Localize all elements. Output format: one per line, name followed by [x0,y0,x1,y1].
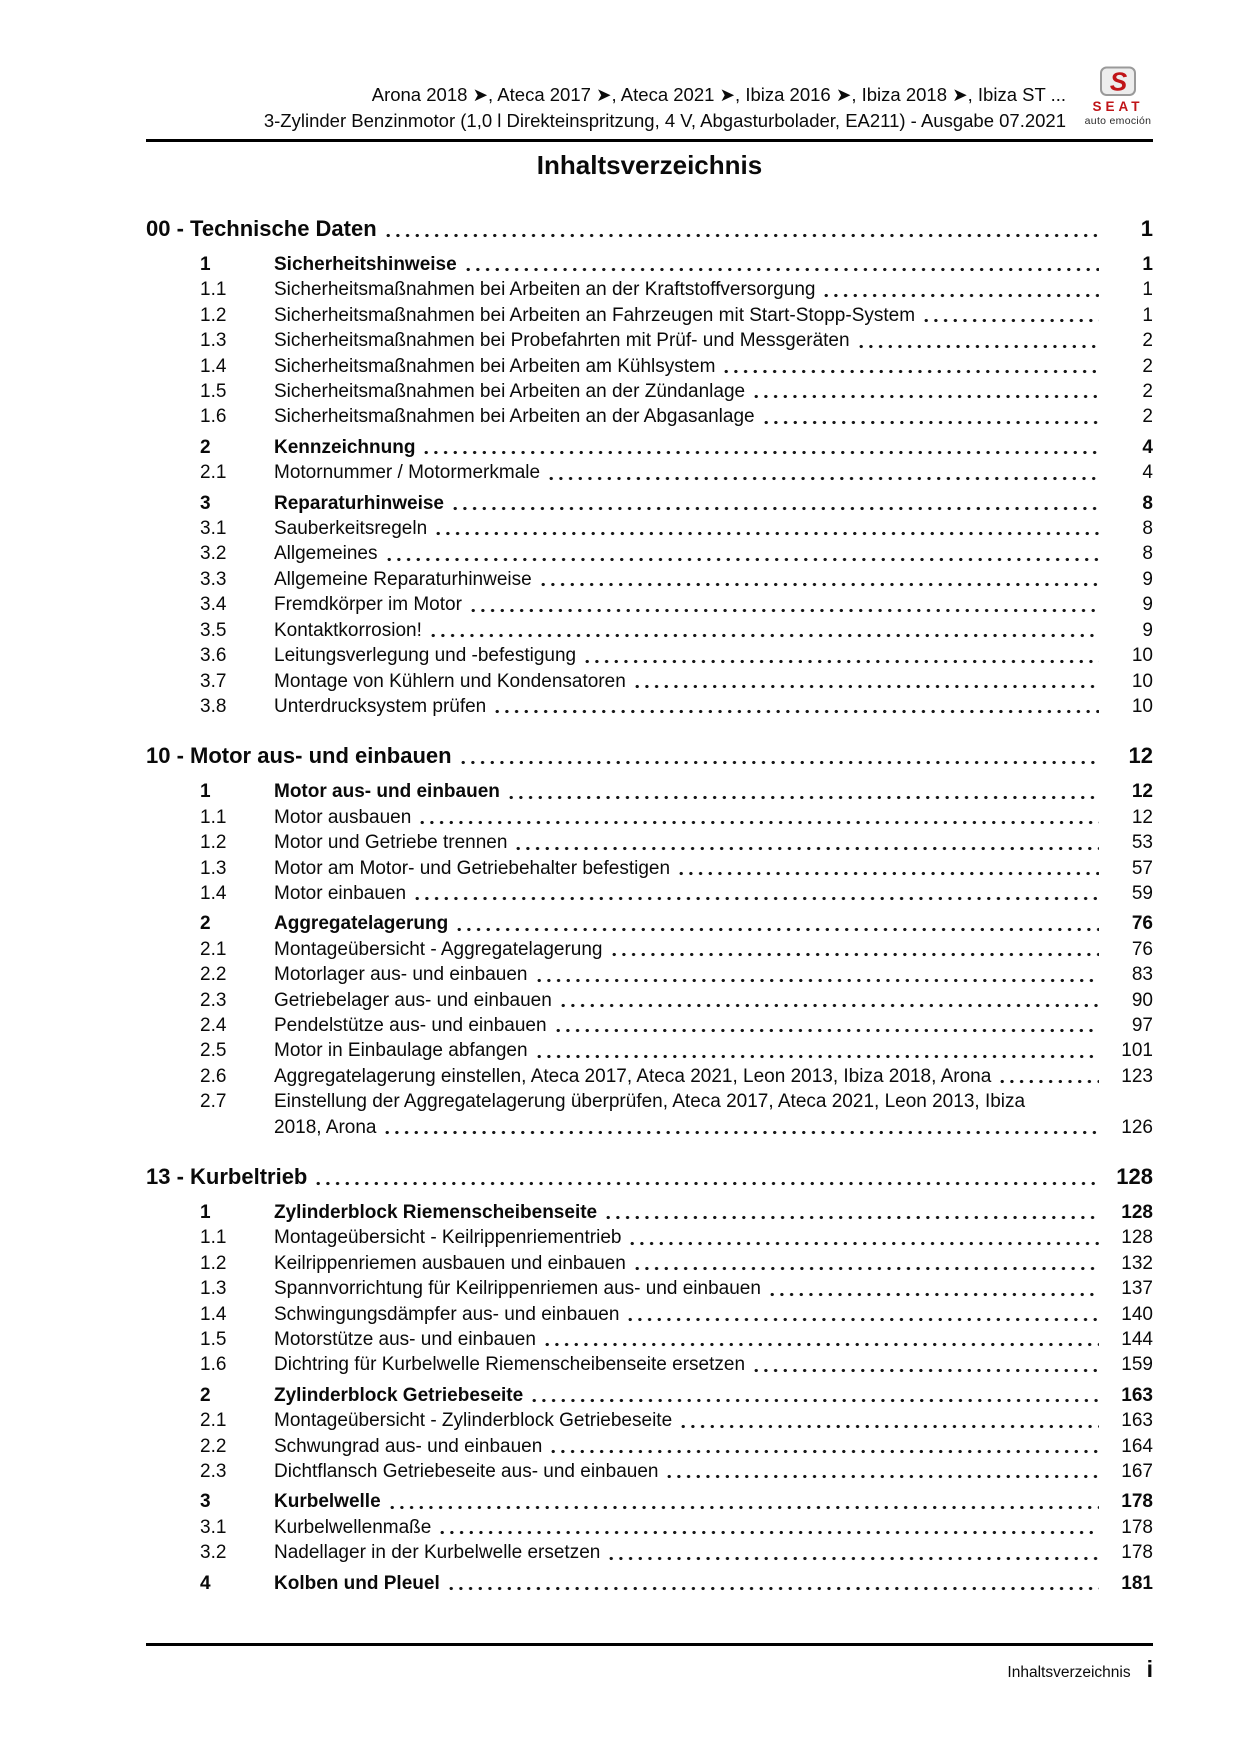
entry-title: Motor und Getriebe trennen [274,832,508,854]
dotted-leader [585,659,1099,664]
entry-title: Leitungsverlegung und -befestigung [274,645,577,667]
dotted-leader [764,420,1099,425]
entry-number: 2.6 [200,1065,227,1087]
entry-title-continued: 2018, Arona [274,1116,377,1138]
toc-entry [146,435,1153,460]
toc-entry [146,962,1153,987]
entry-title: Kennzeichnung [274,436,416,458]
entry-page-number: 59 [1131,882,1153,904]
entry-title: Kurbelwelle [274,1491,381,1513]
entry-title: Allgemeines [274,543,378,565]
entry-page-number: 97 [1131,1014,1153,1036]
entry-number: 1.5 [200,1329,227,1351]
entry-page-number: 128 [1121,1202,1153,1223]
entry-number: 1.3 [200,857,227,879]
dotted-leader [556,1028,1099,1033]
toc-entry [146,1515,1153,1540]
toc-entry [146,277,1153,302]
toc-section [146,1162,1153,1596]
entry-number: 2.1 [200,1410,227,1432]
dotted-leader [681,1424,1099,1429]
dotted-leader [635,1266,1099,1271]
entry-page-number: 8 [1142,492,1153,514]
dotted-leader [549,476,1099,481]
entry-title: Sicherheitsmaßnahmen bei Arbeiten an der Zündanlage [274,381,746,403]
entry-title: Kurbelwellenmaße [274,1516,432,1538]
entry-title: Keilrippenriemen ausbauen und einbauen [274,1252,626,1274]
entry-title: Montageübersicht - Keilrippenriementrieb [274,1227,622,1249]
entry-page-number: 2 [1142,355,1153,377]
entry-page-number: 137 [1121,1278,1153,1300]
entry-page-number: 101 [1121,1040,1153,1062]
footer-page-number: i [1146,1656,1153,1682]
chapter-heading-row [146,1162,1153,1192]
toc-entry [146,1489,1153,1514]
toc-entry [146,669,1153,694]
entry-title: Schwingungsdämpfer aus- und einbauen [274,1303,620,1325]
entry-page-number: 12 [1131,806,1153,828]
entry-title: Sicherheitsmaßnahmen bei Arbeiten an der Abgasanlage [274,406,755,428]
entry-page-number: 2 [1142,381,1153,403]
entry-title: Kolben und Pleuel [274,1572,440,1594]
dotted-leader [606,1215,1099,1220]
entry-page-number: 8 [1142,543,1153,565]
toc-entry [146,856,1153,881]
entry-number: 1.3 [200,330,227,352]
entry-number: 2.3 [200,989,227,1011]
toc-entry [146,1408,1153,1433]
entry-title: Aggregatelagerung [274,913,449,935]
entry-page-number: 9 [1142,568,1153,590]
toc-section [146,741,1153,1140]
toc-entry [146,1064,1153,1089]
entry-title: Spannvorrichtung für Keilrippenriemen aus- und einbauen [274,1278,761,1300]
toc [146,214,1153,1596]
chapter-heading-row [146,741,1153,771]
entry-number: 1.1 [200,806,227,828]
toc-entry [146,516,1153,541]
entry-page-number: 83 [1131,964,1153,986]
entry-page-number: 128 [1121,1227,1153,1249]
dotted-leader [466,267,1099,272]
entry-title: Motor ausbauen [274,806,412,828]
dotted-leader [495,709,1099,714]
entry-page-number: 4 [1142,436,1153,458]
chapter-label: 10 - Motor aus- und einbauen [146,743,452,769]
entry-title: Montageübersicht - Aggregatelagerung [274,938,603,960]
entry-number: 1.4 [200,1303,227,1325]
entry-number: 3 [200,492,211,514]
entry-number: 2 [200,913,211,935]
entry-title: Dichtflansch Getriebeseite aus- und einbauen [274,1461,659,1483]
entry-number: 1 [200,781,211,803]
dotted-leader [424,450,1099,455]
dotted-leader [386,233,1099,238]
dotted-leader [420,820,1099,825]
dotted-leader [431,633,1099,638]
entry-page-number: 76 [1131,913,1153,935]
entry-page-number: 178 [1121,1491,1153,1513]
toc-entry [146,1434,1153,1459]
entry-number: 3.4 [200,594,227,616]
entry-page-number: 140 [1121,1303,1153,1325]
entry-number: 2.1 [200,462,227,484]
dotted-leader [924,318,1099,323]
entry-page-number: 9 [1142,619,1153,641]
entry-page-number: 76 [1131,938,1153,960]
seat-emblem-icon [1078,66,1158,98]
header-rule [146,139,1153,142]
entry-number: 2.4 [200,1014,227,1036]
dotted-leader [387,557,1100,562]
toc-entry [146,491,1153,516]
dotted-leader [440,1530,1099,1535]
dotted-leader [471,608,1099,613]
toc-entry [146,252,1153,277]
entry-number: 1.1 [200,1227,227,1249]
entry-page-number: 4 [1142,462,1153,484]
dotted-leader [509,795,1099,800]
toc-entry [146,1200,1153,1225]
toc-entry-continuation [146,1115,1153,1140]
entry-title: Sicherheitsmaßnahmen bei Arbeiten an Fahrzeugen mit Start-Stopp-System [274,304,916,326]
entry-page-number: 164 [1121,1435,1153,1457]
entry-title: Sicherheitsmaßnahmen bei Probefahrten mit Prüf- und Messgeräten [274,330,850,352]
entry-title: Dichtring für Kurbelwelle Riemenscheibenseite ersetzen [274,1354,746,1376]
toc-entry [146,911,1153,936]
dotted-leader [724,369,1099,374]
dotted-leader [612,952,1099,957]
entry-number: 1.2 [200,832,227,854]
toc-entry [146,643,1153,668]
toc-entry [146,805,1153,830]
entry-page-number: 10 [1131,645,1153,667]
document-header [146,82,1066,134]
toc-entry [146,379,1153,404]
entry-title: Sicherheitsmaßnahmen bei Arbeiten an der Kraftstoffversorgung [274,279,816,301]
entry-title: Allgemeine Reparaturhinweise [274,568,532,590]
seat-tagline: auto emoción [1084,115,1152,127]
dotted-leader [667,1474,1099,1479]
dotted-leader [537,1054,1099,1059]
toc-entry [146,567,1153,592]
chapter-page-number: 128 [1116,1164,1153,1189]
toc-entry [146,1302,1153,1327]
entry-number: 3.1 [200,1516,227,1538]
entry-title: Einstellung der Aggregatelagerung überprüfen, Ateca 2017, Ateca 2021, Leon 2013, Ibiza [274,1091,1026,1113]
dotted-leader [415,896,1099,901]
entry-number: 1.6 [200,1354,227,1376]
entry-number: 2.3 [200,1461,227,1483]
entry-title: Motor einbauen [274,882,407,904]
entry-number: 3.7 [200,670,227,692]
entry-number: 1.4 [200,882,227,904]
entry-number: 3.2 [200,543,227,565]
entry-page-number: 1 [1142,254,1153,275]
toc-entry [146,830,1153,855]
dotted-leader [516,846,1099,851]
toc-entry [146,1038,1153,1063]
chapter-page-number: 12 [1128,743,1153,769]
dotted-leader [457,927,1099,932]
entry-number: 3.3 [200,568,227,590]
entry-page-number: 178 [1121,1516,1153,1538]
dotted-leader [385,1130,1099,1135]
entry-page-number: 163 [1121,1384,1153,1406]
entry-number: 3.1 [200,518,227,540]
entry-number: 3.2 [200,1542,227,1564]
footer-rule [146,1643,1153,1646]
dotted-leader [859,344,1099,349]
entry-number: 1 [200,254,211,275]
dotted-leader [561,1003,1099,1008]
entry-title: Motorlager aus- und einbauen [274,964,528,986]
chapter-label: 00 - Technische Daten [146,216,377,241]
entry-page-number: 126 [1121,1116,1153,1138]
toc-entry [146,618,1153,643]
entry-number: 2.5 [200,1040,227,1062]
dotted-leader [390,1505,1099,1510]
dotted-leader [453,506,1099,511]
entry-number: 1.5 [200,381,227,403]
entry-number: 1.6 [200,406,227,428]
entry-number: 3.8 [200,695,227,717]
dotted-leader [679,871,1099,876]
entry-page-number: 144 [1121,1329,1153,1351]
entry-page-number: 2 [1142,406,1153,428]
toc-entry [146,354,1153,379]
entry-number: 2 [200,436,211,458]
entry-page-number: 1 [1142,304,1153,326]
entry-title: Montageübersicht - Zylinderblock Getriebeseite [274,1410,673,1432]
header-engine-line: 3-Zylinder Benzinmotor (1,0 l Direkteinspritzung, 4 V, Abgasturbolader, EA211) - Ausgabe 07.2021 [263,110,1066,131]
toc-entry [146,779,1153,804]
dotted-leader [630,1241,1099,1246]
entry-title: Motor aus- und einbauen [274,781,500,803]
entry-title: Getriebelager aus- und einbauen [274,989,552,1011]
dotted-leader [537,978,1099,983]
entry-title: Pendelstütze aus- und einbauen [274,1014,547,1036]
toc-entry [146,694,1153,719]
svg-text:S: S [1109,66,1128,97]
entry-number: 1 [200,1202,211,1223]
entry-title: Motornummer / Motormerkmale [274,462,541,484]
dotted-leader [824,293,1099,298]
page-title: Inhaltsverzeichnis [536,150,763,180]
toc-entry [146,460,1153,485]
entry-title: Kontaktkorrosion! [274,619,422,641]
dotted-leader [541,582,1099,587]
entry-number: 1.2 [200,304,227,326]
entry-number: 1.1 [200,279,227,301]
entry-page-number: 159 [1121,1354,1153,1376]
entry-page-number: 10 [1131,670,1153,692]
dotted-leader [532,1398,1099,1403]
dotted-leader [635,684,1099,689]
entry-page-number: 163 [1121,1410,1153,1432]
seat-wordmark: SEAT [1092,99,1144,114]
entry-number: 3.6 [200,645,227,667]
dotted-leader [461,760,1099,765]
dotted-leader [449,1586,1099,1591]
toc-entry [146,1540,1153,1565]
toc-entry [146,404,1153,429]
dotted-leader [551,1449,1099,1454]
dotted-leader [609,1556,1099,1561]
entry-page-number: 57 [1131,857,1153,879]
entry-title: Sicherheitsmaßnahmen bei Arbeiten am Kühlsystem [274,355,716,377]
entry-title: Sicherheitshinweise [274,254,457,275]
entry-page-number: 90 [1131,989,1153,1011]
entry-number: 2.2 [200,964,227,986]
document-footer [1007,1656,1153,1683]
dotted-leader [436,531,1099,536]
entry-title: Motor in Einbaulage abfangen [274,1040,528,1062]
toc-entry [146,1089,1153,1114]
header-models-line: Arona 2018 ➤, Ateca 2017 ➤, Ateca 2021 ➤, Ibiza 2016 ➤, Ibiza 2018 ➤, Ibiza ST ... [371,84,1066,105]
entry-page-number: 181 [1121,1572,1153,1594]
dotted-leader [628,1317,1099,1322]
entry-number: 2.2 [200,1435,227,1457]
entry-number: 4 [200,1572,211,1594]
dotted-leader [1000,1079,1099,1084]
entry-title: Fremdkörper im Motor [274,594,462,616]
toc-entry [146,1251,1153,1276]
toc-entry [146,1352,1153,1377]
entry-number: 2.7 [200,1091,227,1113]
entry-title: Aggregatelagerung einstellen, Ateca 2017, Ateca 2021, Leon 2013, Ibiza 2018, Arona [274,1065,992,1087]
dotted-leader [754,394,1099,399]
entry-page-number: 53 [1131,832,1153,854]
entry-title: Unterdrucksystem prüfen [274,695,487,717]
toc-entry [146,1383,1153,1408]
toc-entry [146,541,1153,566]
toc-entry [146,1459,1153,1484]
chapter-page-number: 1 [1140,216,1153,241]
toc-entry [146,328,1153,353]
toc-entry [146,303,1153,328]
dotted-leader [770,1292,1099,1297]
chapter-heading-row [146,214,1153,244]
entry-page-number: 2 [1142,330,1153,352]
toc-entry [146,881,1153,906]
dotted-leader [545,1342,1099,1347]
entry-number: 2.1 [200,938,227,960]
dotted-leader [754,1368,1099,1373]
entry-number: 3 [200,1491,211,1513]
toc-section [146,214,1153,719]
entry-title: Motorstütze aus- und einbauen [274,1329,536,1351]
seat-logo [1078,66,1158,127]
entry-number: 2 [200,1384,211,1406]
entry-page-number: 12 [1131,781,1153,803]
toc-entry [146,988,1153,1013]
entry-number: 1.4 [200,355,227,377]
entry-page-number: 1 [1142,279,1153,301]
entry-number: 3.5 [200,619,227,641]
toc-entry [146,937,1153,962]
chapter-label: 13 - Kurbeltrieb [146,1164,308,1189]
entry-page-number: 123 [1121,1065,1153,1087]
entry-page-number: 10 [1131,695,1153,717]
entry-title: Zylinderblock Riemenscheibenseite [274,1202,598,1223]
entry-number: 1.2 [200,1252,227,1274]
toc-entry [146,1013,1153,1038]
entry-page-number: 9 [1142,594,1153,616]
entry-number: 1.3 [200,1278,227,1300]
entry-title: Reparaturhinweise [274,492,444,514]
entry-title: Nadellager in der Kurbelwelle ersetzen [274,1542,601,1564]
entry-title: Zylinderblock Getriebeseite [274,1384,524,1406]
entry-title: Sauberkeitsregeln [274,518,428,540]
entry-page-number: 167 [1121,1461,1153,1483]
toc-entry [146,592,1153,617]
entry-page-number: 178 [1121,1542,1153,1564]
toc-entry [146,1327,1153,1352]
footer-label: Inhaltsverzeichnis [1007,1664,1131,1681]
toc-entry [146,1225,1153,1250]
dotted-leader [316,1181,1099,1186]
entry-page-number: 8 [1142,518,1153,540]
toc-entry [146,1571,1153,1596]
entry-page-number: 132 [1121,1252,1153,1274]
entry-title: Montage von Kühlern und Kondensatoren [274,670,626,692]
entry-title: Motor am Motor- und Getriebehalter befestigen [274,857,671,879]
entry-title: Schwungrad aus- und einbauen [274,1435,543,1457]
toc-entry [146,1276,1153,1301]
